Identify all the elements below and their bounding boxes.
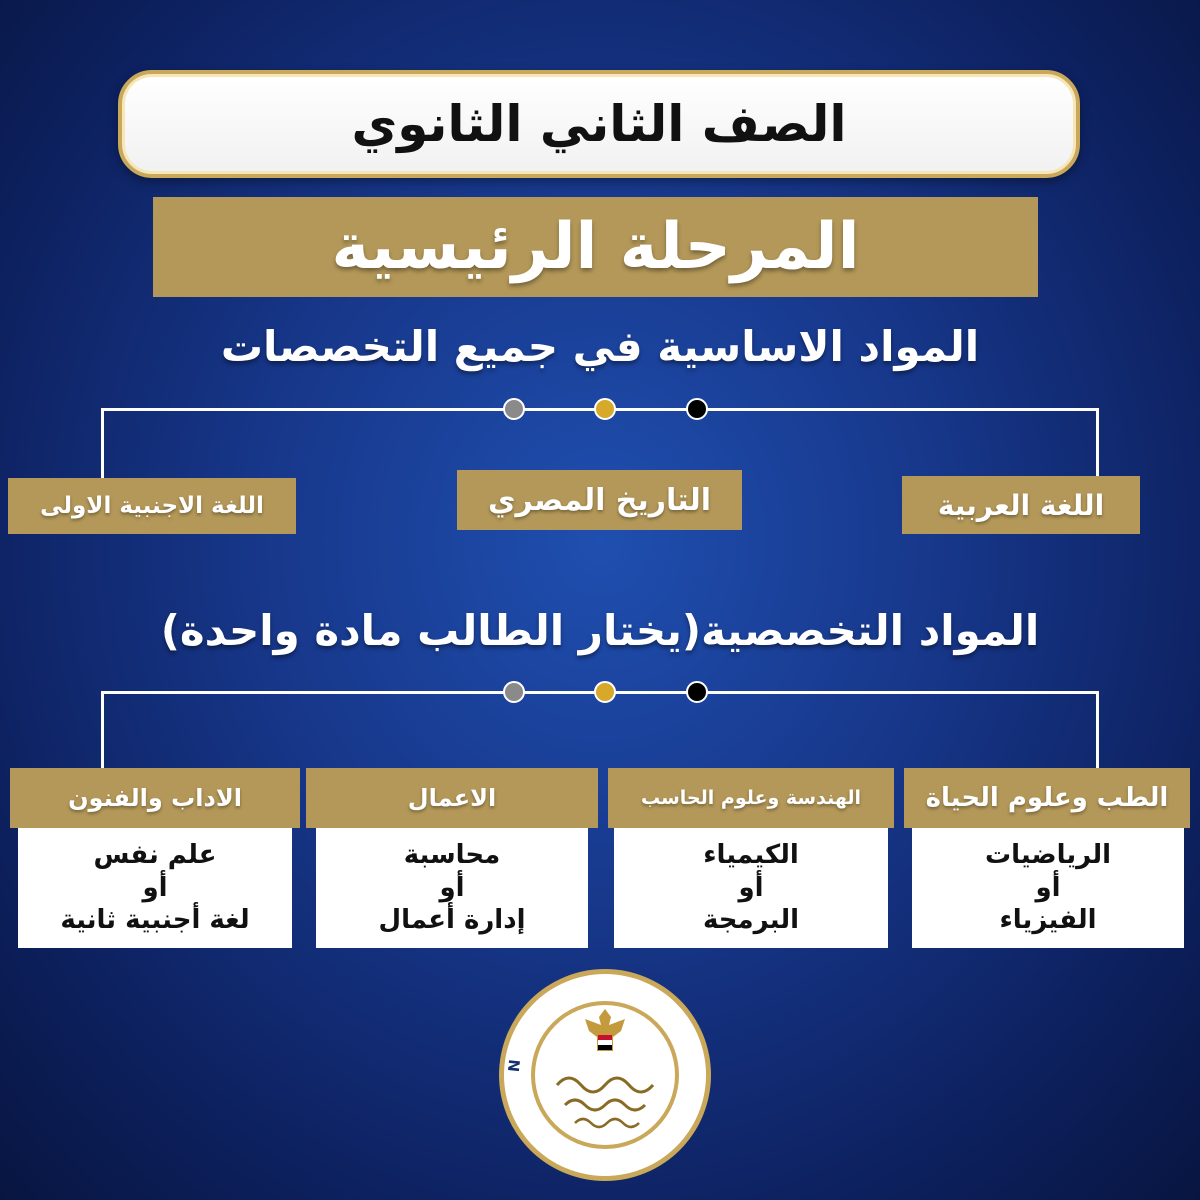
core-subject-foreign-language: اللغة الاجنبية الاولى <box>8 478 296 534</box>
page-title-text: الصف الثاني الثانوي <box>351 95 847 153</box>
stage-banner <box>153 197 1038 297</box>
track-engineering-options <box>614 828 888 948</box>
gold-dot-icon <box>594 681 616 703</box>
gold-dot-icon <box>594 398 616 420</box>
track-option-1: علم نفس <box>93 840 217 871</box>
track-option-or: أو <box>738 872 764 903</box>
track-option-2: الفيزياء <box>999 905 1097 936</box>
ministry-seal-icon <box>495 965 715 1185</box>
track-option-2: إدارة أعمال <box>378 905 526 936</box>
stage-banner-text: المرحلة الرئيسية <box>331 210 860 284</box>
track-option-1: محاسبة <box>403 840 501 871</box>
track-arts-header: الاداب والفنون <box>10 768 300 828</box>
track-option-1: الكيمياء <box>703 840 799 871</box>
core-subject-history: التاريخ المصري <box>457 470 742 530</box>
black-dot-icon <box>686 681 708 703</box>
track-option-or: أو <box>439 872 465 903</box>
track-medicine-options <box>912 828 1184 948</box>
gray-dot-icon <box>503 398 525 420</box>
track-option-or: أو <box>1035 872 1061 903</box>
track-option-1: الرياضيات <box>985 840 1112 871</box>
track-option-or: أو <box>142 872 168 903</box>
elective-subjects-heading: المواد التخصصية(يختار الطالب مادة واحدة) <box>160 606 1040 655</box>
core-subject-arabic: اللغة العربية <box>902 476 1140 534</box>
black-dot-icon <box>686 398 708 420</box>
track-business-options <box>316 828 588 948</box>
core-subjects-heading: المواد الاساسية في جميع التخصصات <box>220 322 980 371</box>
track-arts-options <box>18 828 292 948</box>
track-engineering-header: الهندسة وعلوم الحاسب <box>608 768 894 828</box>
track-medicine-header: الطب وعلوم الحياة <box>904 768 1190 828</box>
track-option-2: البرمجة <box>702 905 800 936</box>
page-title <box>118 70 1080 178</box>
elective-connector-line <box>101 691 1099 769</box>
svg-text:MINISTRY OF EDUCATION AND TECH: N <box>504 1057 525 1073</box>
gray-dot-icon <box>503 681 525 703</box>
track-option-2: لغة أجنبية ثانية <box>60 905 250 936</box>
ministry-seal-graphic <box>495 965 715 1185</box>
track-business-header: الاعمال <box>306 768 598 828</box>
